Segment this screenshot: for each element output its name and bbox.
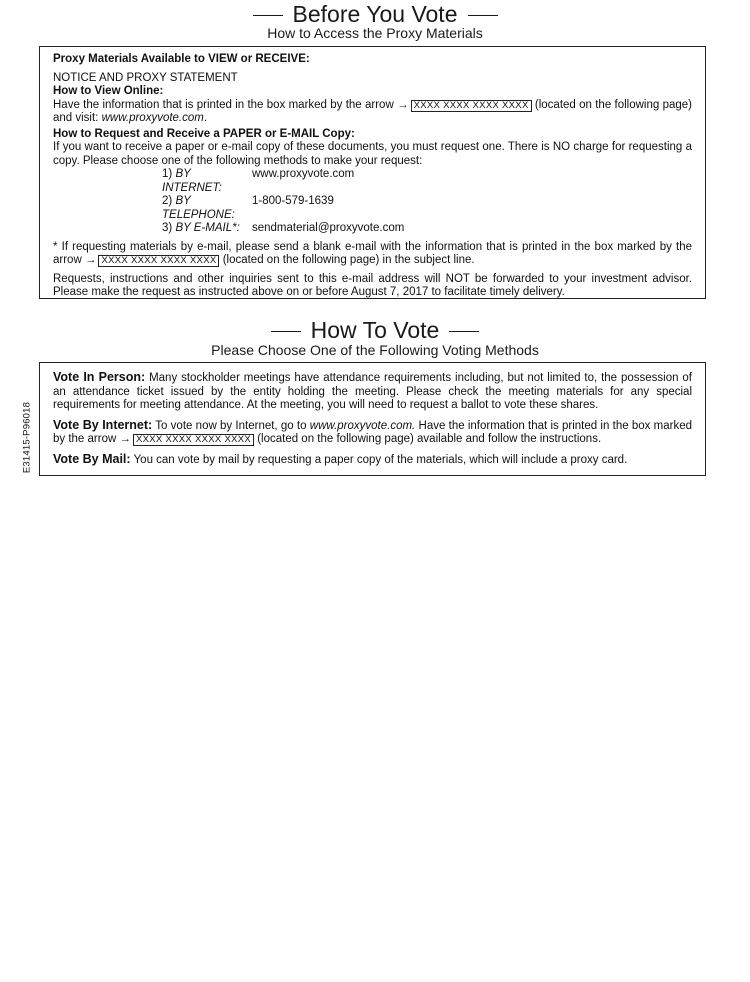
method-telephone (162, 195, 692, 222)
arrow-icon: → (397, 98, 409, 111)
howto-title (0, 318, 750, 342)
request-text: If you want to receive a paper or e-mail copy of these documents, you must request one. There is NO charge for requesting a copy. Please choose one of the following methods to make your request: (53, 141, 692, 167)
before-title-text: Before You Vote (292, 1, 458, 27)
method-email (162, 222, 692, 236)
vote-in-person-heading: Vote In Person: (53, 370, 146, 384)
access-box (39, 46, 706, 299)
before-title (0, 2, 750, 26)
vote-internet-text-2: Have the information that is printed in the box marked by the arrow (53, 419, 693, 445)
vote-in-person (53, 370, 692, 413)
method-num: 3) (162, 222, 173, 234)
requests-note: Requests, instructions and other inquiries sent to this e-mail address will NOT be forwarded to your investment advisor. Please make the request as instructed above on or before August 7, 2017 to facilitate timely delivery. (53, 272, 692, 298)
vote-by-internet (53, 418, 692, 447)
vote-mail-text: You can vote by mail by requesting a paper copy of the materials, which will include a proxy card. (133, 453, 628, 466)
control-number-box: XXXX XXXX XXXX XXXX (133, 434, 254, 446)
email-note (53, 241, 692, 268)
materials-text: NOTICE AND PROXY STATEMENT (53, 71, 238, 84)
email-note-2: (located on the following page) in the subject line. (222, 254, 475, 266)
view-online-heading: How to View Online: (53, 85, 164, 97)
vote-box (39, 362, 706, 476)
vote-internet-heading: Vote By Internet: (53, 417, 153, 432)
vote-internet-url[interactable]: www.proxyvote.com. (309, 419, 416, 432)
method-label: BY TELEPHONE: (162, 195, 235, 221)
arrow-icon: → (84, 254, 97, 266)
control-number-box: XXXX XXXX XXXX XXXX (98, 255, 219, 267)
view-url[interactable]: www.proxyvote.com (101, 112, 204, 124)
arrow-icon: → (119, 433, 131, 445)
request-methods (162, 168, 692, 236)
control-number-box: XXXX XXXX XXXX XXXX (411, 100, 532, 112)
view-text-1: Have the information that is printed in the box marked by the arrow (53, 98, 394, 111)
vote-in-person-text: Many stockholder meetings have attendance requirements including, but not limited to, the possession of an attendance ticket issued by the entity holding the meeting. Please check the meeting materials for any special requirements for meeting attendance. At the meeting, you will need to request a ballot to vote these shares. (53, 372, 692, 411)
method-label: BY E-MAIL*: (175, 222, 240, 234)
method-value[interactable]: www.proxyvote.com (252, 168, 355, 180)
howto-title-text: How To Vote (310, 317, 440, 343)
vote-by-mail (53, 452, 692, 468)
vote-internet-text-1: To vote now by Internet, go to (155, 419, 307, 432)
vote-mail-heading: Vote By Mail: (53, 451, 131, 466)
request-heading: How to Request and Receive a PAPER or E-MAIL Copy: (53, 127, 355, 140)
method-num: 2) (162, 195, 173, 207)
method-internet (162, 168, 692, 195)
howto-subtitle: Please Choose One of the Following Voting Methods (211, 342, 539, 358)
method-label: BY INTERNET: (162, 168, 222, 194)
title-rule-right (468, 15, 498, 16)
view-online-text (53, 99, 692, 126)
title-rule-right (449, 331, 479, 332)
before-subtitle: How to Access the Proxy Materials (267, 25, 483, 41)
method-num: 1) (162, 168, 173, 180)
view-text-2: (located on the following page) and visit: (53, 98, 692, 124)
method-value[interactable]: 1-800-579-1639 (252, 195, 334, 207)
title-rule-left (253, 15, 283, 16)
access-heading: Proxy Materials Available to VIEW or RECEIVE: (53, 53, 310, 65)
view-text-3: . (203, 112, 208, 124)
title-rule-left (271, 331, 301, 332)
vote-internet-text-3: (located on the following page) available and follow the instructions. (257, 433, 602, 445)
side-document-id: E31415-P96018 (21, 401, 33, 474)
email-note-1: * If requesting materials by e-mail, please send a blank e-mail with the information that is printed in the box marked by the arrow (53, 240, 692, 266)
method-value[interactable]: sendmaterial@proxyvote.com (252, 222, 405, 234)
